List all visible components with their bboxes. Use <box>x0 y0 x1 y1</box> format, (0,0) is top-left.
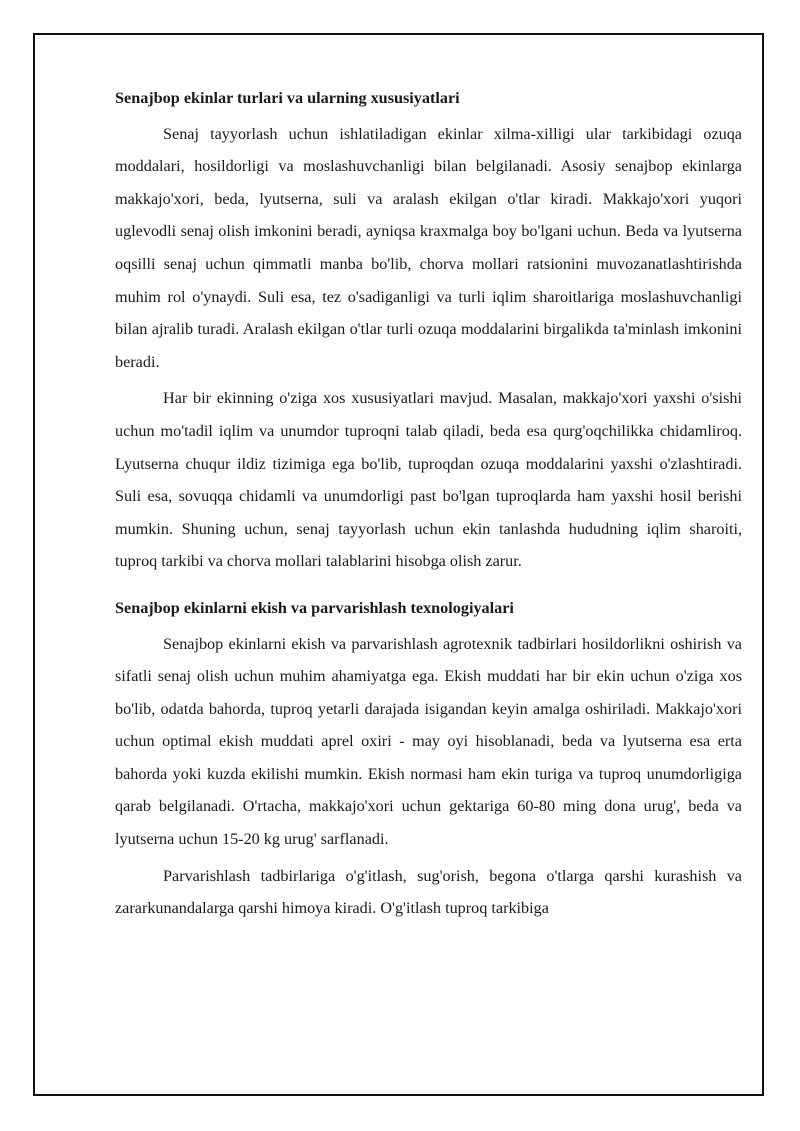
section-spacer <box>115 582 742 592</box>
section-crop-types <box>115 82 742 578</box>
paragraph: Senajbop ekinlarni ekish va parvarishlash agrotexnik tadbirlari hosildorlikni oshirish va sifatli senaj olish uchun muhim ahamiyatga ega. Ekish muddati har bir ekin uchun o'ziga xos bo'lib, odatda bahorda, tuproq yetarli darajada isigandan keyin amalga oshiriladi. Makkajo'xori uchun optimal ekish muddati aprel oxiri - may oyi hisoblanadi, beda va lyutserna esa erta bahorda yoki kuzda ekilishi mumkin. Ekish normasi ham ekin turiga va tuproq unumdorligiga qarab belgilanadi. O'rtacha, makkajo'xori uchun gektariga 60-80 ming dona urug', beda va lyutserna uchun 15-20 kg urug' sarflanadi. <box>115 634 742 849</box>
paragraph: Senaj tayyorlash uchun ishlatiladigan ekinlar xilma-xilligi ular tarkibidagi ozuqa moddalari, hosildorligi va moslashuvchanligi bilan belgilanadi. Asosiy senajbop ekinlarga makkajo'xori, beda, lyutserna, suli va aralash ekilgan o'tlar kiradi. Makkajo'xori yuqori uglevodli senaj olish imkonini beradi, ayniqsa kraxmalga boy bo'lgani uchun. Beda va lyutserna oqsilli senaj uchun qimmatli manba bo'lib, chorva mollari ratsionini muvozanatlashtirishda muhim rol o'ynaydi. Suli esa, tez o'sadiganligi va turli iqlim sharoitlariga moslashuvchanligi bilan ajralib turadi. Aralash ekilgan o'tlar turli ozuqa moddalarini birgalikda ta'minlash imkonini beradi. <box>115 124 742 371</box>
section-heading: Senajbop ekinlarni ekish va parvarishlash texnologiyalari <box>115 598 514 617</box>
section-heading: Senajbop ekinlar turlari va ularning xususiyatlari <box>115 89 460 107</box>
document-body <box>115 82 742 929</box>
paragraph: Har bir ekinning o'ziga xos xususiyatlari mavjud. Masalan, makkajo'xori yaxshi o'sishi uchun mo'tadil iqlim va unumdor tuproqni talab qiladi, beda esa qurg'oqchilikka chidamliroq. Lyutserna chuqur ildiz tizimiga ega bo'lib, tuproqdan ozuqa moddalarini yaxshi o'zlashtiradi. Suli esa, sovuqqa chidamli va unumdorligi past bo'lgan tuproqlarda ham yaxshi hosil berishi mumkin. Shuning uchun, senaj tayyorlash uchun ekin tanlashda hududning iqlim sharoiti, tuproq tarkibi va chorva mollari talablarini hisobga olish zarur. <box>115 389 742 571</box>
paragraph: Parvarishlash tadbirlariga o'g'itlash, sug'orish, begona o'tlarga qarshi kurashish va zararkunandalarga qarshi himoya kiradi. O'g'itlash tuproq tarkibiga <box>115 866 742 918</box>
section-planting-technology <box>115 592 742 925</box>
